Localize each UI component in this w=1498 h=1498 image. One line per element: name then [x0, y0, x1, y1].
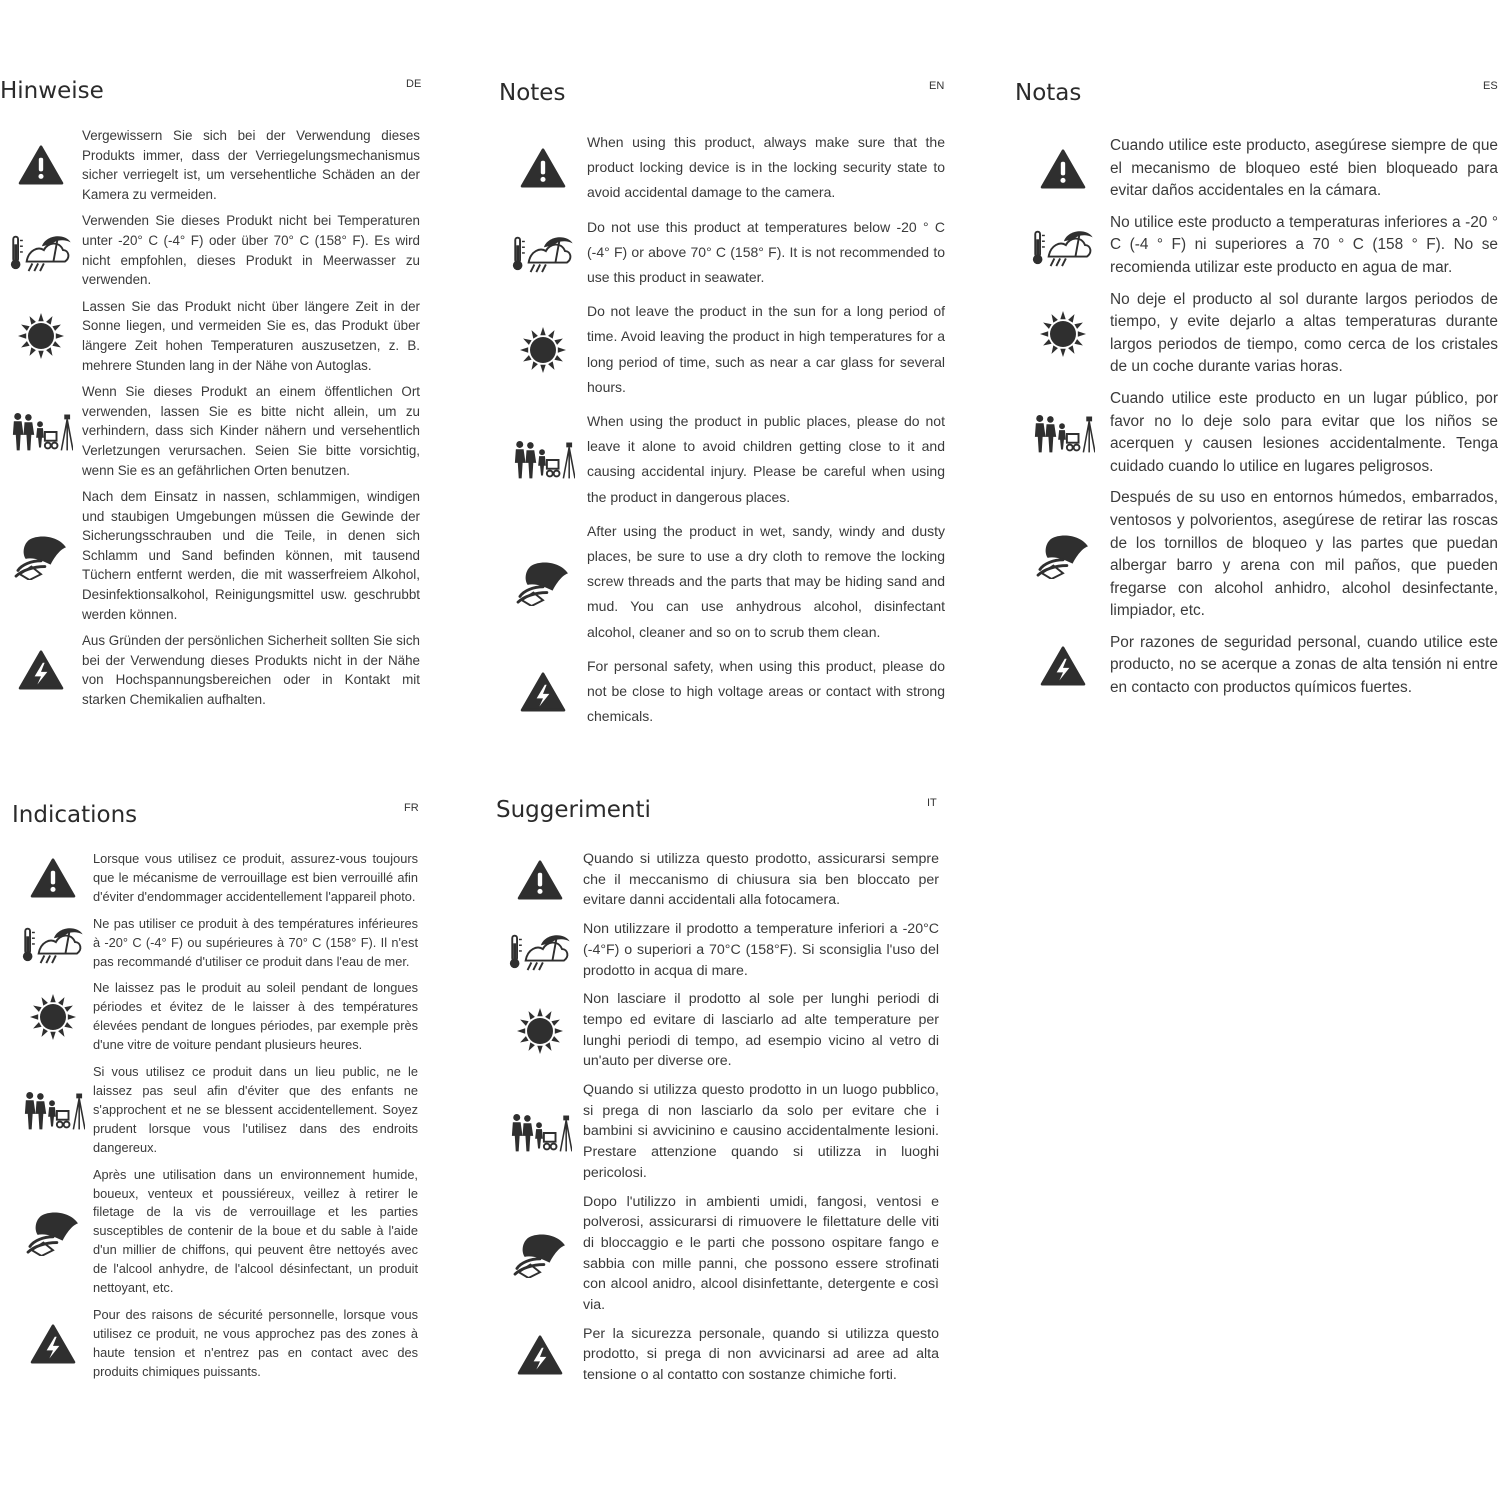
language-code: IT	[927, 797, 937, 809]
note-item	[496, 849, 939, 911]
cleaning-cloth-icon	[1015, 531, 1110, 579]
section-title: Hinweise	[0, 78, 104, 104]
sun-icon	[12, 992, 93, 1042]
public-place-icon	[12, 1089, 93, 1131]
public-place-icon	[496, 1111, 583, 1153]
note-item	[12, 850, 418, 907]
note-item	[499, 409, 945, 510]
note-text: When using the product in public places, please do not leave it alone to avoid children getting close to it and causing accidental injury. Please be careful when using the product in dangerous places.	[587, 413, 945, 505]
high-voltage-icon	[0, 650, 82, 690]
note-text: Non lasciare il prodotto al sole per lunghi periodi di tempo ed evitare di lasciarlo ad alte temperature per lunghi periodi di tempo, ad esempio vicino al vetro di un'auto per diverse ore.	[583, 991, 939, 1070]
note-text: Après une utilisation dans un environnement humide, boueux, venteux et poussiéreux, veillez à retirer le filetage de la vis de verrouillage et les parties susceptibles de contenir de la boue et du sable à l'aide d'un millier de chiffons, qui peuvent être nettoyés avec de l'alcool anhydre, de l'alcool désinfectant, un produit nettoyant, etc.	[93, 1166, 418, 1296]
note-item	[496, 1080, 939, 1184]
language-code: ES	[1483, 80, 1498, 92]
note-text: No utilice este producto a temperaturas inferiores a -20 ° C (-4 ° F) ni superiores a 70 ° C (158 ° F). No se recomienda utilizar este producto en agua de mar.	[1110, 213, 1498, 276]
public-place-icon	[0, 410, 82, 452]
temperature-rain-icon	[499, 230, 587, 274]
notes-list	[0, 126, 420, 717]
language-code: FR	[404, 802, 419, 814]
notes-list	[12, 850, 418, 1390]
note-item	[0, 382, 420, 480]
temperature-rain-icon	[12, 921, 93, 965]
note-item	[1015, 212, 1498, 280]
public-place-icon	[1015, 412, 1110, 454]
note-item	[12, 979, 418, 1055]
temperature-rain-icon	[0, 229, 82, 273]
note-item	[12, 1166, 418, 1298]
section-title: Notes	[499, 80, 566, 106]
section-title: Suggerimenti	[496, 797, 651, 823]
warning-triangle-icon	[12, 858, 93, 898]
note-text: No deje el producto al sol durante largos periodos de tiempo, y evite dejarlo a altas temperaturas durante largos periodos de tiempo, como cerca de los cristales de un coche durante varias horas.	[1110, 290, 1498, 376]
section-title: Indications	[12, 802, 138, 828]
note-text: Después de su uso en entornos húmedos, embarrados, ventosos y polvorientos, asegúrese de retirar las roscas de los tornillos de bloqueo y las partes que puedan albergar barro y arena con mil paños, que pueden fregarse con alcohol anhidro, alcohol desinfectante, limpiador, etc.	[1110, 489, 1498, 620]
notes-list	[1015, 135, 1498, 709]
note-item	[499, 215, 945, 291]
note-text: Nach dem Einsatz in nassen, schlammigen, windigen und staubigen Umgebungen müssen die Gewinde der Sicherungsschrauben und die Teile, in denen sich Schlamm und Sand befinden können, mit tausend Tüchern entfernt werden, die mit wasserfreiem Alkohol, Desinfektionsalkohol, Reinigungsmittel usw. geschrubbt werden können.	[82, 489, 420, 622]
note-text: Do not leave the product in the sun for a long period of time. Avoid leaving the product in high temperatures for a long period of time, such as near a car glass for several hours.	[587, 303, 945, 395]
note-text: Vergewissern Sie sich bei der Verwendung dieses Produkts immer, dass der Verriegelungsmechanismus sicher verriegelt ist, um versehentliche Schäden an der Kamera zu vermeiden.	[82, 128, 420, 202]
note-text: When using this product, always make sure that the product locking device is in the locking security state to avoid accidental damage to the camera.	[587, 134, 945, 201]
note-item	[0, 126, 420, 204]
cleaning-cloth-icon	[499, 558, 587, 606]
public-place-icon	[499, 438, 587, 480]
cleaning-cloth-icon	[496, 1230, 583, 1278]
note-text: Verwenden Sie dieses Produkt nicht bei Temperaturen unter -20° C (-4° F) oder über 70° C (158° F). Es wird nicht empfohlen, dieses Produkt in Meerwasser zu verwenden.	[82, 213, 420, 288]
note-item	[1015, 289, 1498, 379]
note-text: Pour des raisons de sécurité personnelle, lorsque vous utilisez ce produit, ne vous approchez pas des zones à haute tension et n'entrez pas en contact avec des produits chimiques puissants.	[93, 1306, 418, 1379]
note-item	[1015, 487, 1498, 623]
note-item	[0, 211, 420, 289]
note-item	[499, 299, 945, 400]
warning-triangle-icon	[1015, 149, 1110, 189]
note-item	[496, 1192, 939, 1316]
note-text: Non utilizzare il prodotto a temperature inferiori a -20°C (-4°F) o superiori a 70°C (158°F). Si sconsiglia l'uso del prodotto in acqua di mare.	[583, 921, 939, 979]
note-item	[496, 1324, 939, 1386]
high-voltage-icon	[496, 1335, 583, 1375]
note-item	[496, 919, 939, 981]
note-text: After using the product in wet, sandy, windy and dusty places, be sure to use a dry cloth to remove the locking screw threads and the parts that may be hiding sand and mud. You can use anhydrous alcohol, disinfectant alcohol, cleaner and so on to scrub them clean.	[587, 522, 945, 640]
temperature-rain-icon	[1015, 224, 1110, 268]
note-text: Si vous utilisez ce produit dans un lieu public, ne le laissez pas seul afin d'éviter que des enfants ne s'approchent et ne se blessent accidentellement. Soyez prudent lorsque vous l'utilisez dans des endroits dangereux.	[93, 1064, 418, 1155]
warning-triangle-icon	[0, 145, 82, 185]
note-text: Lorsque vous utilisez ce produit, assurez-vous toujours que le mécanisme de verrouillage est bien verrouillé afin d'éviter d'endommager accidentellement l'appareil photo.	[93, 851, 418, 904]
note-text: Dopo l'utilizzo in ambienti umidi, fangosi, ventosi e polverosi, assicurarsi di rimuovere le filettature delle viti di bloccaggio e le parti che possono ospitare fango e sabbia con mille panni, che possono essere strofinati con alcool anidro, alcool disinfettante, detergente e così via.	[583, 1193, 939, 1314]
note-item	[0, 297, 420, 375]
note-text: For personal safety, when using this product, please do not be close to high voltage areas or contact with strong chemicals.	[587, 657, 945, 725]
note-item	[1015, 135, 1498, 203]
note-text: Aus Gründen der persönlichen Sicherheit sollten Sie sich bei der Verwendung dieses Produkts nicht in der Nähe von Hochspannungsbereichen oder in Kontakt mit starken Chemikalien aufhalten.	[82, 633, 420, 708]
cleaning-cloth-icon	[12, 1208, 93, 1256]
sun-icon	[1015, 309, 1110, 359]
temperature-rain-icon	[496, 928, 583, 972]
language-code: DE	[406, 78, 422, 90]
warning-triangle-icon	[496, 860, 583, 900]
note-text: Cuando utilice este producto en un lugar público, por favor no lo deje solo para evitar que los niños se acerquen y causen lesiones accidentalmente. Tenga cuidado cuando lo utilice en lugares peligrosos.	[1110, 389, 1498, 475]
note-text: Por razones de seguridad personal, cuando utilice este producto, no se acerque a zonas de alta tensión ni entre en contacto con productos químicos fuertes.	[1110, 633, 1498, 697]
note-item	[0, 487, 420, 624]
sun-icon	[499, 325, 587, 375]
sun-icon	[496, 1006, 583, 1056]
note-item	[12, 1306, 418, 1382]
sun-icon	[0, 311, 82, 361]
high-voltage-icon	[1015, 646, 1110, 686]
note-text: Cuando utilice este producto, asegúrese siempre de que el mecanismo de bloqueo esté bien bloqueado para evitar daños accidentales en la cámara.	[1110, 137, 1498, 200]
note-text: Wenn Sie dieses Produkt an einem öffentlichen Ort verwenden, lassen Sie es bitte nicht allein, um zu verhindern, dass sich Kinder nähern und versehentlich Verletzungen verursachen. Seien Sie bitte vorsichtig, wenn Sie es an gefährlichen Orten benutzen.	[82, 384, 420, 478]
note-item	[12, 915, 418, 972]
high-voltage-icon	[499, 672, 587, 712]
warning-triangle-icon	[499, 148, 587, 188]
note-text: Quando si utilizza questo prodotto in un luogo pubblico, si prega di non lasciarlo da solo per evitare che i bambini si avvicinino e causino accidentalmente lesioni. Prestare attenzione quando si utilizza in luoghi pericolosi.	[583, 1082, 939, 1181]
note-text: Per la sicurezza personale, quando si utilizza questo prodotto, si prega di non avvicinarsi ad aree ad alta tensione o al contatto con sostanze chimiche forti.	[583, 1325, 939, 1384]
note-item	[499, 130, 945, 206]
note-item	[499, 654, 945, 730]
cleaning-cloth-icon	[0, 532, 82, 580]
high-voltage-icon	[12, 1324, 93, 1364]
language-code: EN	[929, 80, 945, 92]
note-item	[1015, 632, 1498, 700]
section-title: Notas	[1015, 80, 1082, 106]
note-item	[496, 989, 939, 1072]
note-text: Lassen Sie das Produkt nicht über längere Zeit in der Sonne liegen, und vermeiden Sie es, das Produkt über längere Zeit hohen Temperaturen auszusetzen, z. B. mehrere Stunden lang in der Nähe von Autoglas.	[82, 298, 420, 373]
note-text: Quando si utilizza questo prodotto, assicurarsi sempre che il meccanismo di chiusura sia ben bloccato per evitare danni accidentali alla fotocamera.	[583, 851, 939, 909]
notes-list	[496, 849, 939, 1394]
note-text: Do not use this product at temperatures below -20 ° C (-4° F) or above 70° C (158° F). It is not recommended to use this product in seawater.	[587, 218, 945, 286]
note-text: Ne laissez pas le produit au soleil pendant de longues périodes et évitez de le laisser à des températures élevées pendant de longues périodes, par exemple près d'une vitre de voiture pendant plusieurs heures.	[93, 980, 418, 1053]
note-item	[499, 519, 945, 645]
notes-list	[499, 130, 945, 738]
note-item	[1015, 388, 1498, 478]
note-item	[12, 1063, 418, 1158]
note-item	[0, 631, 420, 709]
note-text: Ne pas utiliser ce produit à des températures inférieures à -20° C (-4° F) ou supérieures à 70° C (158° F). Il n'est pas recommandé d'utiliser ce produit dans l'eau de mer.	[93, 915, 418, 969]
